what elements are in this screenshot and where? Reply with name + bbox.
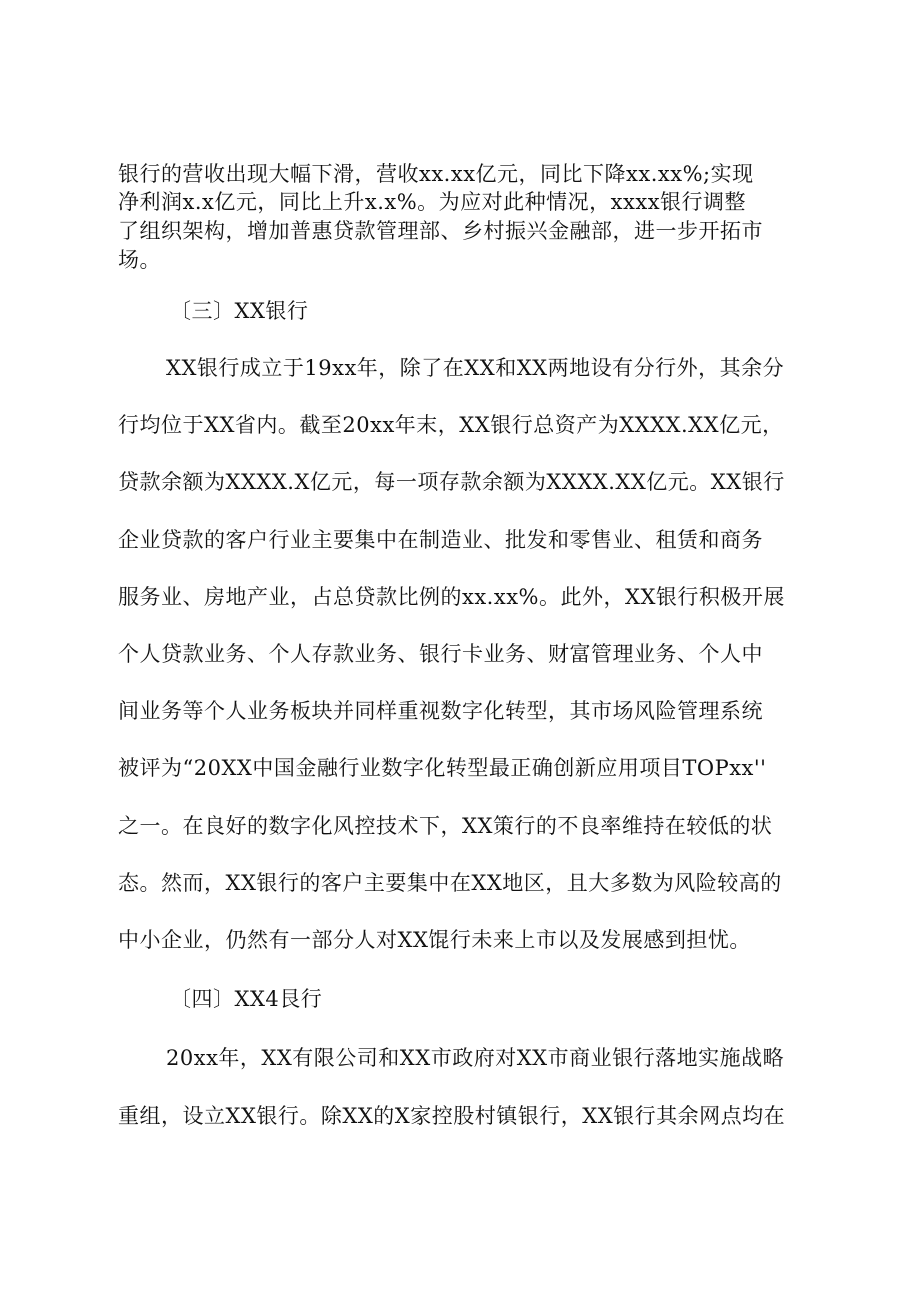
section-3-line-2: 行均位于XX省内。截至20xx年末，XX银行总资产为XXXX.XX亿元， <box>118 413 784 437</box>
section-3-line-5: 服务业、房地产业，占总贷款比例的xx.xx%。此外，XX银行积极开展 <box>118 585 785 609</box>
section-3-line-7: 间业务等个人业务板块并同样重视数字化转型，其市场风险管理系统 <box>118 699 763 723</box>
section-3-heading: 〔三〕XX银行 <box>170 299 309 323</box>
section-3-line-1: XX银行成立于19xx年，除了在XX和XX两地设有分行外，其余分 <box>166 356 785 380</box>
section-3-line-6: 个人贷款业务、个人存款业务、银行卡业务、财富管理业务、个人中 <box>118 642 763 666</box>
section-3-line-4: 企业贷款的客户行业主要集中在制造业、批发和零售业、租赁和商务 <box>118 528 763 552</box>
section-3-line-10: 态。然而，XX银行的客户主要集中在XX地区，且大多数为风险较高的 <box>118 871 782 895</box>
section-3-line-11: 中小企业，仍然有一部分人对XX馄行未来上市以及发展感到担忧。 <box>118 928 751 952</box>
section-4-line-1: 20xx年，XX有限公司和XX市政府对XX市商业银行落地实施战略 <box>166 1046 785 1070</box>
section-4-heading: 〔四〕XX4艮行 <box>170 987 323 1011</box>
paragraph-1-line-1: 银行的营收出现大幅下滑，营收xx.xx亿元，同比下降xx.xx%;实现 <box>118 162 754 186</box>
section-3-line-8: 被评为“20XX中国金融行业数字化转型最正确创新应用项目TOPxx'' <box>118 756 767 780</box>
paragraph-1-line-2: 净利润x.x亿元，同比上升x.x%。为应对此种情况，xxxx银行调整 <box>118 190 747 214</box>
paragraph-1-line-3: 了组织架构，增加普惠贷款管理部、乡村振兴金融部，进一步开拓市 <box>118 219 763 243</box>
paragraph-1-line-4: 场。 <box>118 248 161 272</box>
section-3-line-9: 之一。在良好的数字化风控技术下，XX策行的不良率维持在较低的状 <box>118 814 773 838</box>
section-4-line-2: 重组，设立XX银行。除XX的X家控股村镇银行，XX银行其余网点均在 <box>118 1104 786 1128</box>
section-3-line-3: 贷款余额为XXXX.X亿元，每一项存款余额为XXXX.XX亿元。XX银行 <box>118 470 785 494</box>
